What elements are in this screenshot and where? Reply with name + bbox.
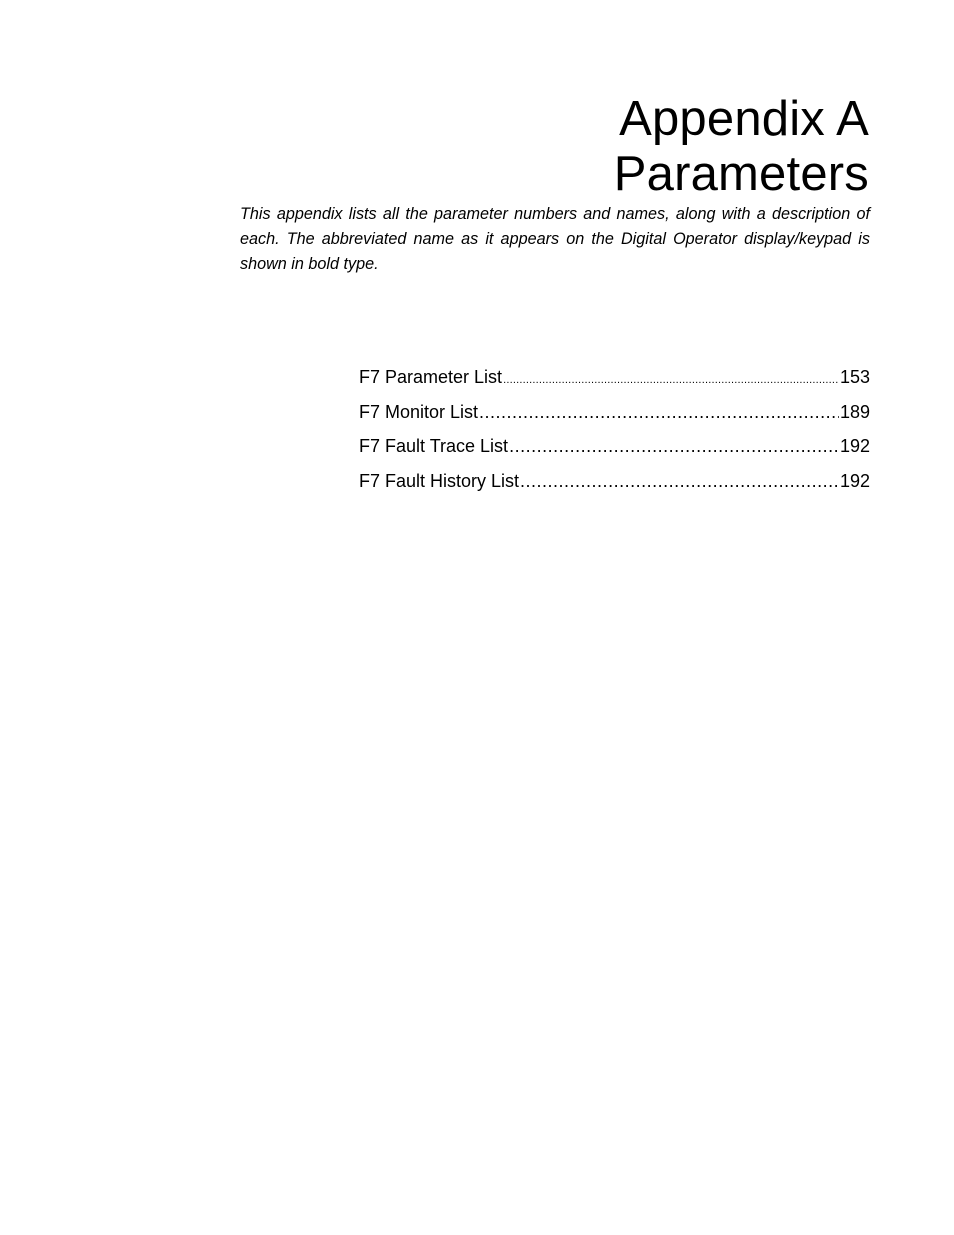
toc-entry-page[interactable]: 189 <box>839 401 870 422</box>
toc-entry-page[interactable]: 192 <box>839 436 870 456</box>
toc-leader-dots <box>509 432 839 460</box>
toc-leader-dots <box>479 398 839 426</box>
table-of-contents <box>359 363 870 501</box>
toc-entry-page[interactable]: 153 <box>839 367 870 387</box>
toc-entry-fault-history-list[interactable] <box>359 467 870 502</box>
chapter-title <box>169 92 869 202</box>
toc-leader-dots <box>520 467 839 495</box>
toc-entry-label[interactable]: F7 Fault Trace List <box>359 436 509 456</box>
intro-paragraph: This appendix lists all the parameter numbers and names, along with a description of each. The abbreviated name as it appears on the Digital Operator display/keypad is shown in bold type. <box>240 205 870 273</box>
toc-entry-label[interactable]: F7 Monitor List <box>359 401 479 422</box>
chapter-title-line-1: Appendix A <box>619 92 869 146</box>
chapter-title-line-2: Parameters <box>613 147 869 201</box>
toc-entry-label[interactable]: F7 Parameter List <box>359 367 503 387</box>
toc-entry-monitor-list[interactable] <box>359 398 870 433</box>
toc-entry-page[interactable]: 192 <box>839 470 870 491</box>
toc-entry-label[interactable]: F7 Fault History List <box>359 470 520 491</box>
toc-entry-parameter-list[interactable] <box>359 363 870 398</box>
toc-entry-fault-trace-list[interactable] <box>359 432 870 467</box>
toc-leader-dots <box>503 366 839 394</box>
